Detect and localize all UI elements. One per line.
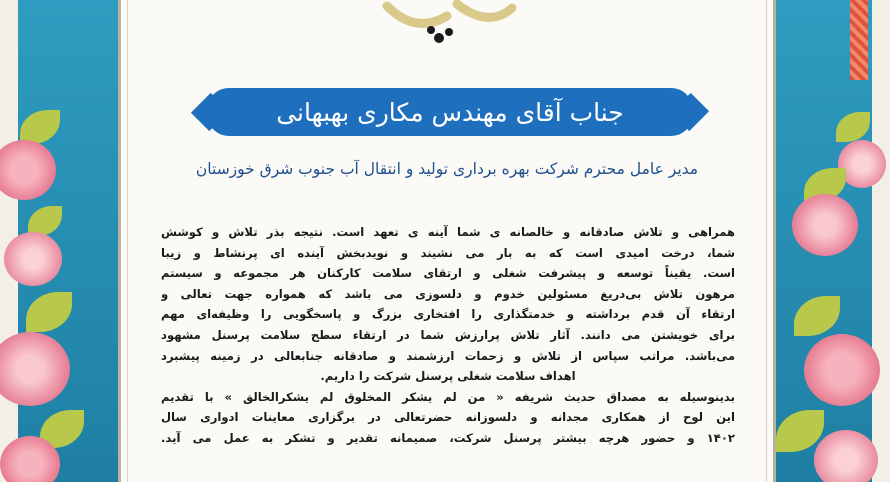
pink-flower-ornament	[0, 140, 56, 200]
certificate-paper	[118, 0, 776, 482]
calligraphy-graphic	[327, 0, 567, 56]
letter-line: برای خویشتن می دانند. آثار تلاش پرارزش شما در ارتقاء سطح سلامت پرسنل مشهود	[161, 327, 735, 342]
leaf-ornament	[26, 292, 72, 332]
leaf-ornament	[794, 296, 840, 336]
letter-line: این لوح از همکاری مجدانه و دلسوزانه حضرتعالی در برگزاری معاینات ادواری سال	[161, 410, 735, 425]
letter-line: ارتقاء آن قدم برداشته و خدمتگذاری را افتخاری بزرگ و پاسخگویی را وظیفه‌ای مهم	[161, 307, 735, 322]
pink-flower-ornament	[804, 334, 880, 406]
leaf-ornament	[836, 112, 870, 142]
pink-flower-ornament	[0, 332, 70, 406]
ribbon-ornament	[850, 0, 868, 80]
pink-flower-ornament	[814, 430, 878, 482]
letter-line: ۱۴۰۲ و حضور هرچه بیشتر پرسنل شرکت، صمیمانه تقدیر و تشکر به عمل می آید.	[161, 430, 735, 445]
right-border-decoration	[770, 0, 890, 482]
letter-line: می‌باشد. مراتب سپاس از تلاش و زحمات ارزشمند و صادقانه جنابعالی در زمینه پیشبرد	[161, 348, 735, 363]
recipient-name: جناب آقای مهندس مکاری بهبهانی	[276, 97, 624, 127]
recipient-banner	[207, 88, 693, 136]
calligraphy-title	[121, 0, 773, 56]
letter-line: بدینوسیله به مصداق حدیث شریفه « من لم یشکر المخلوق لم یشکرالخالق » با تقدیم	[161, 389, 735, 404]
recipient-position: مدیر عامل محترم شرکت بهره برداری تولید و انتقال آب جنوب شرق خوزستان	[195, 160, 699, 178]
right-cream-stripe	[872, 0, 890, 482]
letter-line: است. یقیناً توسعه و پیشرفت شغلی و ارتقای سلامت کارکنان هر مجموعه و سیستم	[161, 266, 735, 281]
pink-flower-ornament	[4, 232, 62, 286]
letter-body	[161, 222, 735, 449]
pink-flower-ornament	[792, 194, 858, 256]
letter-line: شما، درخت امیدی است که به بار می نشیند و نویدبخش آینده ای پرنشاط و زیبا	[161, 245, 735, 260]
leaf-ornament	[20, 110, 60, 144]
letter-line: اهداف سلامت شغلی پرسنل شرکت را داریم.	[320, 369, 576, 384]
letter-line: مرهون تلاش بی‌دریغ مسئولین خدوم و دلسوزی می باشد که همواره جهت تعالی و	[161, 286, 735, 301]
letter-line: همراهی و تلاش صادقانه و خالصانه ی شما آینه ی تعهد است. نتیجه بذر تلاش و کوشش	[161, 225, 735, 239]
left-border-decoration	[0, 0, 118, 482]
